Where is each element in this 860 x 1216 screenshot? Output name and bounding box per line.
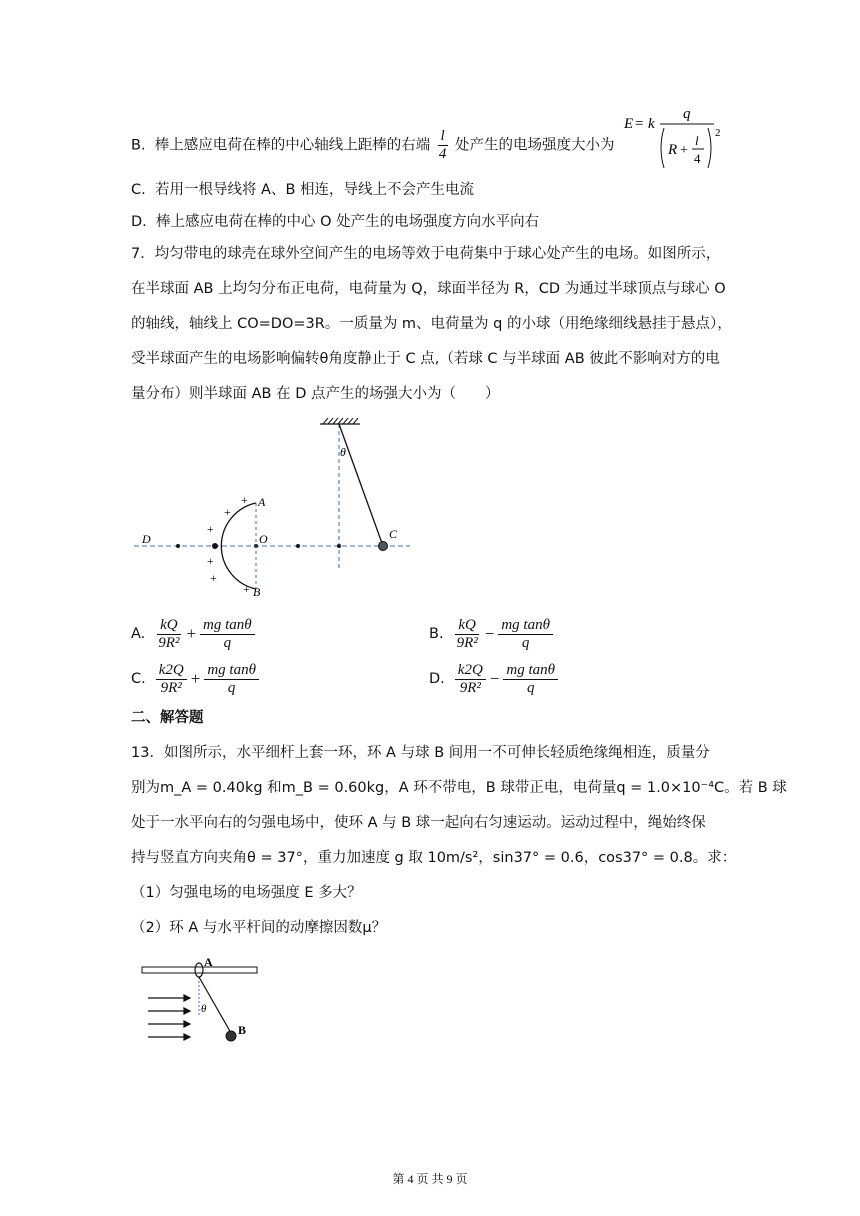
fraction: $\frac{k2Q}{\text{9R²}}$ — [455, 662, 486, 697]
question-13-sub-2: （2）环 A 与水平杆间的动摩擦因数μ？ — [131, 920, 387, 936]
option-text: 棒上感应电荷在棒的中心 O 处产生的电场强度方向水平向右 — [156, 214, 540, 230]
fraction: $\frac{\text{mg tanθ}}{q}$ — [200, 617, 255, 652]
option-b-line — [131, 128, 615, 163]
question-13-line-2: 别为m_A = 0.40kg 和m_B = 0.60kg，A 环不带电，B 球带正电，电荷量q = 1.0×10⁻⁴C。若 B 球 — [131, 780, 787, 796]
option-label: B. — [429, 626, 444, 642]
question-7-line-3: 的轴线，轴线上 CO=DO=3R。一质量为 m、电荷量为 q 的小球（用绝缘细线悬挂于悬点）， — [131, 316, 732, 332]
formula-exponent: 2 — [715, 127, 721, 139]
field-formula — [622, 104, 722, 172]
svg-text:+: + — [210, 571, 217, 585]
ball-b — [226, 1031, 236, 1041]
question-7-line-1: 7．均匀带电的球壳在球外空间产生的电场等效于电荷集中于球心处产生的电场。如图所示， — [131, 246, 721, 262]
label-a: A — [204, 955, 213, 969]
ring-ball-figure — [140, 955, 265, 1050]
fraction: $\frac{\text{mg tanθ}}{q}$ — [503, 662, 558, 697]
question-13-line-3: 处于一水平向右的匀强电场中，使环 A 与 B 球一起向右匀速运动。运动过程中，绳始终保 — [131, 815, 706, 831]
option-c: C. $\frac{k2Q}{\text{9R²}}$ + $\frac{\text{mg tanθ}}{q}$ — [131, 657, 261, 701]
option-b: B. $\frac{kQ}{\text{9R²}}$ − $\frac{\text{mg tanθ}}{q}$ — [429, 612, 555, 656]
svg-text:+: + — [243, 582, 250, 596]
label-a: A — [258, 495, 266, 509]
label-o: O — [259, 532, 268, 546]
formula-plus: + — [680, 143, 688, 158]
svg-text:+: + — [224, 505, 231, 519]
formula-k: k — [648, 116, 655, 132]
svg-text:+: + — [207, 554, 214, 568]
question-13-line-1: 13．如图所示，水平细杆上套一环，环 A 与球 B 间用一不可伸长轻质绝缘绳相连，质量分 — [131, 745, 710, 761]
hemisphere-pendulum-figure — [128, 418, 418, 604]
option-d: D. $\frac{k2Q}{\text{9R²}}$ − $\frac{\text{mg tanθ}}{q}$ — [429, 657, 560, 701]
option-label: A. — [131, 626, 146, 642]
option-label: D. — [429, 671, 445, 687]
label-d: D — [142, 532, 151, 546]
fraction: $\frac{k2Q}{\text{9R²}}$ — [156, 662, 187, 697]
string — [339, 424, 383, 546]
option-c-line — [131, 180, 474, 200]
label-b: B — [253, 585, 261, 599]
option-a: A. $\frac{kQ}{\text{9R²}}$ + $\frac{\text{mg tanθ}}{q}$ — [131, 612, 257, 656]
option-label: C. — [131, 182, 146, 198]
option-text: 若用一根导线将 A、B 相连，导线上不会产生电流 — [154, 182, 475, 198]
page-footer: 第 4 页 共 9 页 — [392, 1172, 468, 1186]
section-heading: 二、解答题 — [131, 710, 204, 726]
question-13-sub-1: （1）匀强电场的电场强度 E 多大？ — [131, 885, 362, 901]
svg-text:+: + — [207, 522, 214, 536]
question-7-line-2: 在半球面 AB 上均匀分布正电荷，电荷量为 Q，球面半径为 R，CD 为通过半球顶点与球心 O — [131, 281, 726, 297]
fraction: $\frac{kQ}{\text{9R²}}$ — [456, 616, 478, 651]
theta-label: θ — [201, 1003, 207, 1015]
horizontal-rod — [142, 967, 257, 973]
fraction: $\frac{kQ}{\text{9R²}}$ — [158, 616, 180, 651]
fraction: $\frac{\text{mg tanθ}}{q}$ — [498, 617, 553, 652]
option-text-2: 处产生的电场强度大小为 — [455, 137, 615, 154]
ring-a — [195, 963, 203, 977]
question-7-line-4: 受半球面产生的电场影响偏转θ角度静止于 C 点,（若球 C 与半球面 AB 彼此不影响对方的电 — [131, 351, 720, 367]
formula-r: R — [668, 142, 678, 158]
option-text: 棒上感应电荷在棒的中心轴线上距棒的右端 — [154, 137, 431, 154]
svg-text:=: = — [635, 116, 644, 132]
electric-field-arrows — [148, 995, 190, 1040]
label-b: B — [238, 1023, 247, 1037]
label-c: C — [389, 527, 398, 541]
svg-text:l: l — [695, 133, 699, 148]
option-label: C. — [131, 671, 146, 687]
fraction: $\frac{\text{mg tanθ}}{q}$ — [204, 662, 259, 697]
fraction-l-over-4: $\frac{l}{4}$ — [438, 128, 447, 162]
option-d-line — [131, 212, 539, 232]
charged-ball — [379, 542, 388, 551]
question-13-line-4: 持与竖直方向夹角θ = 37°，重力加速度 g 取 10m/s²，sin37° = 0.6，cos37° = 0.8。求： — [131, 850, 737, 866]
theta-label: θ — [340, 445, 346, 459]
formula-q: q — [683, 106, 691, 122]
question-7-line-5: 量分布）则半球面 AB 在 D 点产生的场强大小为（ ） — [131, 386, 500, 402]
svg-text:+: + — [241, 493, 248, 507]
formula-e: E — [624, 116, 634, 132]
option-label: B. — [131, 137, 146, 154]
svg-text:4: 4 — [694, 151, 701, 166]
option-label: D. — [131, 214, 147, 230]
